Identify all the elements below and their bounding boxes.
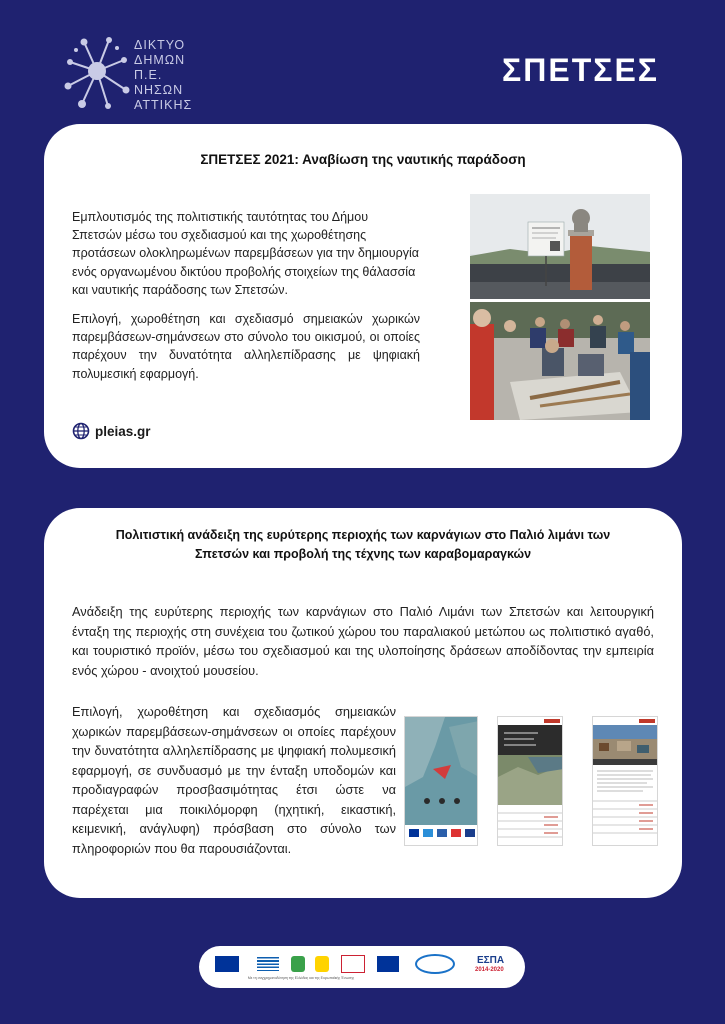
photo-monument-sign [470,194,650,299]
app-screenshot-map [404,716,478,846]
network-nodes-icon [62,34,132,112]
section-title: Πολιτιστική ανάδειξη της ευρύτερης περιοχής των καρνάγιων στο Παλιό λιμάνι των Σπετσών και προβολή της τέχνης των καραβομαραγκών [115,528,611,561]
section-card-spetses-2021 [44,124,682,468]
section-card-karnagia [44,508,682,898]
logo-line: ΝΗΣΩΝ [134,83,184,97]
logo-line: Π.Ε. [134,68,163,82]
logo-text [134,38,192,113]
eu-flag-small-icon [377,956,399,972]
globe-icon [72,422,90,440]
section-body [72,208,420,394]
section-paragraph: Ανάδειξη της ευρύτερης περιοχής των καρνάγιων στο Παλιό Λιμάνι των Σπετσών και λειτουργική ένταξη της περιοχής στη συνέχεια του ζωτικού χώρου του παραλιακού μετώπου ως πολιτιστικό αγαθό, και τουριστικό προϊόν, μέσω του σχεδιασμού και της υλοποίησης δράσεων αποδίδοντας την εμπειρία ενός χώρου - ανοιχτού μουσείου. [72,604,654,678]
island-title: ΣΠΕΤΣΕΣ [502,52,659,88]
logo-line: ΔΗΜΩΝ [134,53,186,67]
app-screenshot-harbour [592,716,658,846]
eu-flag-icon [215,956,239,972]
section-paragraph: Εμπλουτισμός της πολιτιστικής ταυτότητας του Δήμου Σπετσών μέσω του σχεδιασμού και της χωροθέτησης προτάσεων ολοκληρωμένων παρεμβάσεων για την δημιουργία ενός οργανωμένου δικτύου προβολής στοιχείων της θάλασσία και ναυτικής παράδοσης των Σπετσών. [72,210,419,297]
logo-line: ΑΤΤΙΚΗΣ [134,98,193,112]
photo-workshop [470,302,650,420]
app-screenshot-aerial [497,716,563,846]
program-logo-icon [291,956,305,972]
section-paragraph: Επιλογή, χωροθέτηση και σχεδιασμό σημειακών χωρικών παρεμβάσεων-σημάνσεων στο σύνολο του οικισμού, οι οποίες παρέχουν την δυνατότητα αλληλεπίδρασης με ψηφιακή πολυμεσική εφαρμογή. [72,312,420,381]
logo-line: ΔΙΚΤΥΟ [134,38,186,52]
ministry-logo-icon [315,956,329,972]
espa-label: ΕΣΠΑ [477,955,505,966]
espa-years: 2014-2020 [475,967,504,973]
website-link[interactable] [72,422,151,440]
website-label: pleias.gr [95,423,151,439]
espa-logo-small-icon [341,955,365,973]
funding-logos-bar [199,946,525,988]
fisheries-logo-icon [415,954,455,974]
section-paragraph: Επιλογή, χωροθέτηση και σχεδιασμός σημειακών χωρικών παρεμβάσεων-σημάνσεων οι οποίες παρέχουν την δυνατότητα αλληλεπίδρασης με ψηφιακή πολυμεσική εφαρμογή, σε συνδυασμό με την ένταξη υποδομών και προδιαγραφών προσβασιμότητας έτσι ώστε να παρέχεται μια ποικιλόμορφη (ηχητική, εικαστική, κειμενική, ανάγλυφη) πρόσβαση στο σύνολο των πληροφοριών που θα παρουσιάζονται. [72,704,396,856]
section-title: ΣΠΕΤΣΕΣ 2021: Αναβίωση της ναυτικής παράδοση [200,152,526,167]
funding-caption: Με τη συγχρηματοδότηση της Ελλάδας και της Ευρωπαϊκής Ένωσης [247,976,355,980]
network-logo [62,32,212,116]
greece-flag-icon [257,957,279,971]
